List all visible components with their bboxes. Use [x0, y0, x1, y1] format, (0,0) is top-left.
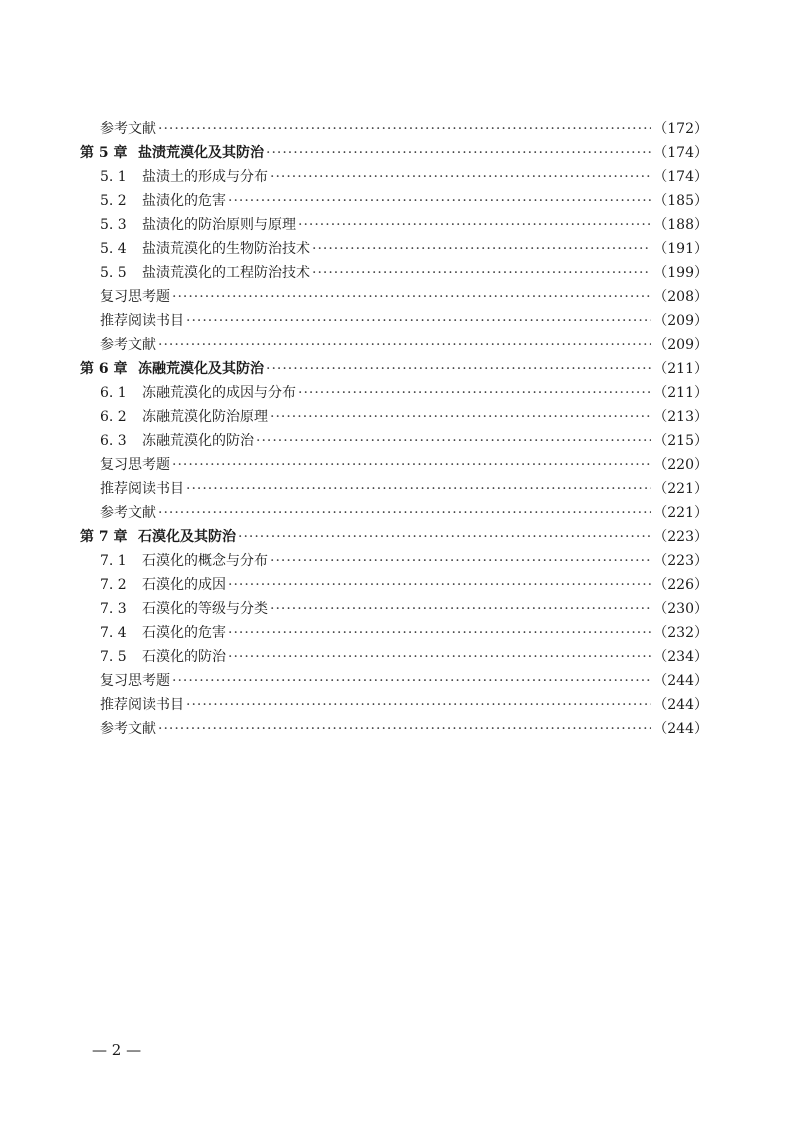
toc-dot-leader	[256, 429, 651, 453]
toc-entry-title: 石漠化及其防治	[138, 529, 236, 545]
toc-entry-title: 盐渍土的形成与分布	[142, 169, 268, 185]
toc-dot-leader	[228, 573, 651, 597]
toc-entry-number: 7. 4	[100, 625, 127, 641]
toc-entry-title: 复习思考题	[100, 457, 170, 473]
toc-section-entry[interactable]	[80, 237, 708, 261]
toc-entry-title: 复习思考题	[100, 673, 170, 689]
toc-back-matter-entry[interactable]	[80, 717, 708, 741]
toc-entry-page: （232）	[653, 625, 708, 641]
toc-entry-title: 参考文献	[100, 721, 156, 737]
toc-dot-leader	[238, 525, 651, 549]
toc-entry-title: 石漠化的概念与分布	[142, 553, 268, 569]
toc-entry-number: 7. 3	[100, 601, 127, 617]
toc-entry-title: 冻融荒漠化防治原理	[142, 409, 268, 425]
toc-back-matter-entry[interactable]	[80, 117, 708, 141]
toc-dot-leader	[228, 645, 651, 669]
toc-section-entry[interactable]	[80, 621, 708, 645]
page-number: — 2 —	[92, 1041, 142, 1059]
toc-entry-number: 第 6 章	[80, 361, 128, 377]
toc-entry-page: （244）	[653, 721, 708, 737]
toc-entry-page: （230）	[653, 601, 708, 617]
toc-entry-page: （244）	[653, 697, 708, 713]
toc-entry-title: 参考文献	[100, 505, 156, 521]
toc-entry-title: 冻融荒漠化的防治	[142, 433, 254, 449]
table-of-contents	[80, 117, 708, 741]
toc-chapter-entry[interactable]	[80, 525, 708, 549]
toc-entry-page: （223）	[653, 553, 708, 569]
toc-dot-leader	[158, 717, 651, 741]
toc-entry-title: 石漠化的防治	[142, 649, 226, 665]
toc-entry-title: 盐渍荒漠化的生物防治技术	[142, 241, 310, 257]
toc-entry-page: （226）	[653, 577, 708, 593]
toc-dot-leader	[266, 357, 651, 381]
toc-entry-page: （188）	[653, 217, 708, 233]
toc-entry-number: 7. 2	[100, 577, 127, 593]
toc-dot-leader	[270, 597, 651, 621]
toc-dot-leader	[186, 477, 651, 501]
toc-entry-page: （208）	[653, 289, 708, 305]
toc-back-matter-entry[interactable]	[80, 309, 708, 333]
toc-entry-page: （185）	[653, 193, 708, 209]
toc-entry-title: 参考文献	[100, 337, 156, 353]
toc-section-entry[interactable]	[80, 549, 708, 573]
toc-entry-title: 推荐阅读书目	[100, 697, 184, 713]
toc-entry-title: 参考文献	[100, 121, 156, 137]
toc-entry-number: 5. 1	[100, 169, 127, 185]
toc-chapter-entry[interactable]	[80, 141, 708, 165]
toc-chapter-entry[interactable]	[80, 357, 708, 381]
toc-entry-title: 盐渍荒漠化及其防治	[138, 145, 264, 161]
toc-section-entry[interactable]	[80, 213, 708, 237]
toc-entry-page: （223）	[653, 529, 708, 545]
toc-section-entry[interactable]	[80, 165, 708, 189]
toc-entry-page: （172）	[653, 121, 708, 137]
toc-dot-leader	[172, 453, 651, 477]
toc-entry-number: 5. 2	[100, 193, 127, 209]
toc-entry-title: 石漠化的危害	[142, 625, 226, 641]
toc-back-matter-entry[interactable]	[80, 693, 708, 717]
toc-dot-leader	[270, 549, 651, 573]
toc-back-matter-entry[interactable]	[80, 501, 708, 525]
toc-entry-title: 冻融荒漠化及其防治	[138, 361, 264, 377]
toc-entry-number: 7. 1	[100, 553, 127, 569]
toc-entry-page: （221）	[653, 505, 708, 521]
toc-entry-page: （191）	[653, 241, 708, 257]
toc-section-entry[interactable]	[80, 189, 708, 213]
toc-entry-page: （220）	[653, 457, 708, 473]
toc-section-entry[interactable]	[80, 573, 708, 597]
toc-dot-leader	[158, 333, 651, 357]
toc-entry-number: 5. 5	[100, 265, 127, 281]
toc-entry-number: 7. 5	[100, 649, 127, 665]
toc-entry-number: 第 5 章	[80, 145, 128, 161]
toc-back-matter-entry[interactable]	[80, 477, 708, 501]
toc-entry-title: 复习思考题	[100, 289, 170, 305]
toc-entry-number: 5. 3	[100, 217, 127, 233]
toc-back-matter-entry[interactable]	[80, 285, 708, 309]
toc-entry-title: 推荐阅读书目	[100, 481, 184, 497]
toc-dot-leader	[270, 165, 651, 189]
toc-section-entry[interactable]	[80, 261, 708, 285]
toc-entry-page: （211）	[653, 361, 708, 377]
toc-section-entry[interactable]	[80, 405, 708, 429]
toc-entry-page: （174）	[653, 169, 708, 185]
toc-entry-number: 6. 2	[100, 409, 127, 425]
toc-dot-leader	[158, 501, 651, 525]
toc-entry-title: 冻融荒漠化的成因与分布	[142, 385, 296, 401]
toc-entry-number: 5. 4	[100, 241, 127, 257]
toc-entry-number: 6. 1	[100, 385, 127, 401]
toc-entry-page: （215）	[653, 433, 708, 449]
toc-dot-leader	[298, 381, 651, 405]
toc-entry-page: （211）	[653, 385, 708, 401]
toc-dot-leader	[172, 669, 651, 693]
toc-entry-title: 石漠化的成因	[142, 577, 226, 593]
toc-dot-leader	[228, 189, 651, 213]
toc-entry-title: 盐渍荒漠化的工程防治技术	[142, 265, 310, 281]
toc-dot-leader	[186, 693, 651, 717]
toc-entry-number: 6. 3	[100, 433, 127, 449]
toc-section-entry[interactable]	[80, 645, 708, 669]
toc-entry-page: （244）	[653, 673, 708, 689]
toc-entry-page: （234）	[653, 649, 708, 665]
toc-dot-leader	[172, 285, 651, 309]
toc-entry-page: （213）	[653, 409, 708, 425]
toc-dot-leader	[312, 261, 651, 285]
toc-entry-page: （209）	[653, 313, 708, 329]
toc-back-matter-entry[interactable]	[80, 669, 708, 693]
toc-dot-leader	[298, 213, 651, 237]
toc-entry-title: 推荐阅读书目	[100, 313, 184, 329]
toc-dot-leader	[158, 117, 651, 141]
toc-back-matter-entry[interactable]	[80, 453, 708, 477]
toc-section-entry[interactable]	[80, 597, 708, 621]
toc-entry-title: 盐渍化的危害	[142, 193, 226, 209]
toc-entry-page: （174）	[653, 145, 708, 161]
toc-dot-leader	[270, 405, 651, 429]
toc-entry-page: （209）	[653, 337, 708, 353]
toc-entry-number: 第 7 章	[80, 529, 128, 545]
toc-entry-title: 盐渍化的防治原则与原理	[142, 217, 296, 233]
toc-entry-page: （221）	[653, 481, 708, 497]
toc-dot-leader	[228, 621, 651, 645]
toc-section-entry[interactable]	[80, 429, 708, 453]
toc-entry-page: （199）	[653, 265, 708, 281]
toc-dot-leader	[266, 141, 651, 165]
toc-section-entry[interactable]	[80, 381, 708, 405]
toc-dot-leader	[186, 309, 651, 333]
toc-dot-leader	[312, 237, 651, 261]
toc-back-matter-entry[interactable]	[80, 333, 708, 357]
toc-entry-title: 石漠化的等级与分类	[142, 601, 268, 617]
